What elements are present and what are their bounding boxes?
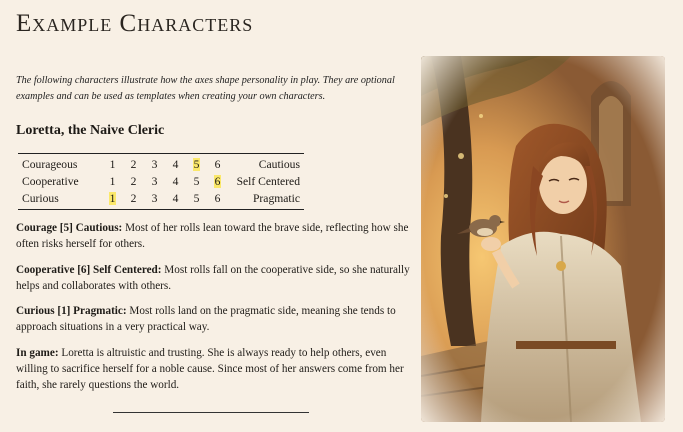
cooperative-paragraph bbox=[16, 262, 410, 294]
axis-score-cell bbox=[102, 173, 123, 190]
axis-left-label: Curious bbox=[22, 192, 59, 205]
axis-score: 1 bbox=[109, 175, 116, 188]
axis-score: 6 bbox=[214, 158, 221, 171]
paragraph-text: Most of her rolls lean toward the brave side, reflecting how she often risks herself for others. bbox=[16, 222, 409, 250]
paragraph-text: Loretta is altruistic and trusting. She is always ready to help others, even willing to sacrifice herself for a noble cause. Since most of her answers come from her faith, she rarely questions the world. bbox=[16, 347, 404, 391]
axis-right-label: Pragmatic bbox=[252, 192, 300, 205]
axis-score: 6 bbox=[214, 192, 221, 205]
selected-score: 6 bbox=[214, 175, 221, 188]
page-title: Example Characters bbox=[16, 10, 254, 37]
character-illustration bbox=[421, 56, 665, 422]
axis-score-cell bbox=[102, 190, 123, 210]
axis-score-cell bbox=[186, 190, 207, 210]
axis-score-cell bbox=[123, 173, 144, 190]
axis-score-cell bbox=[165, 173, 186, 190]
selected-score: 5 bbox=[193, 158, 200, 171]
axis-score: 4 bbox=[172, 158, 179, 171]
axis-left-label: Courageous bbox=[22, 158, 78, 171]
axis-score-cell bbox=[144, 173, 165, 190]
axis-score: 4 bbox=[172, 175, 179, 188]
axis-score: 5 bbox=[193, 192, 200, 205]
axis-score-cell bbox=[207, 173, 228, 190]
axis-score: 2 bbox=[130, 175, 137, 188]
axis-score-cell bbox=[123, 190, 144, 210]
axis-score: 3 bbox=[151, 175, 158, 188]
paragraph-text: Most rolls fall on the cooperative side, so she naturally helps and collaborates with others. bbox=[16, 264, 410, 292]
axis-score-cell bbox=[165, 154, 186, 174]
paragraph-text: Most rolls land on the pragmatic side, meaning she tends to approach situations in a very practical way. bbox=[16, 305, 396, 333]
axis-score: 3 bbox=[151, 192, 158, 205]
axis-left-label: Cooperative bbox=[22, 175, 79, 188]
footer-rule bbox=[113, 412, 309, 413]
axis-row bbox=[18, 190, 304, 210]
axis-score: 2 bbox=[130, 192, 137, 205]
axis-score-cell bbox=[207, 154, 228, 174]
in-game-paragraph bbox=[16, 345, 410, 393]
axis-score: 3 bbox=[151, 158, 158, 171]
cleric-illustration-icon bbox=[421, 56, 665, 422]
paragraph-lead: Cooperative [6] Self Centered: bbox=[16, 264, 162, 276]
axis-row bbox=[18, 173, 304, 190]
paragraph-lead: In game: bbox=[16, 347, 59, 359]
axis-score-cell bbox=[102, 154, 123, 174]
axis-score: 1 bbox=[109, 158, 116, 171]
axis-table bbox=[18, 153, 304, 210]
axis-right-label: Self Centered bbox=[236, 175, 300, 188]
curious-paragraph bbox=[16, 303, 410, 335]
axis-score-cell bbox=[165, 190, 186, 210]
axis-right-label: Cautious bbox=[258, 158, 300, 171]
axis-score-cell bbox=[144, 154, 165, 174]
paragraph-lead: Courage [5] Cautious: bbox=[16, 222, 123, 234]
axis-score-cell bbox=[186, 154, 207, 174]
axis-score: 2 bbox=[130, 158, 137, 171]
axis-score: 4 bbox=[172, 192, 179, 205]
axis-score-cell bbox=[144, 190, 165, 210]
axis-row bbox=[18, 154, 304, 174]
axis-score-cell bbox=[207, 190, 228, 210]
character-name: Loretta, the Naive Cleric bbox=[16, 123, 165, 138]
selected-score: 1 bbox=[109, 192, 116, 205]
axis-score: 5 bbox=[193, 175, 200, 188]
paragraph-lead: Curious [1] Pragmatic: bbox=[16, 305, 127, 317]
intro-text: The following characters illustrate how the axes shape personality in play. They are optional examples and can be used as templates when creating your own characters. bbox=[16, 75, 395, 102]
courage-paragraph bbox=[16, 220, 410, 252]
axis-score-cell bbox=[123, 154, 144, 174]
axis-score-cell bbox=[186, 173, 207, 190]
